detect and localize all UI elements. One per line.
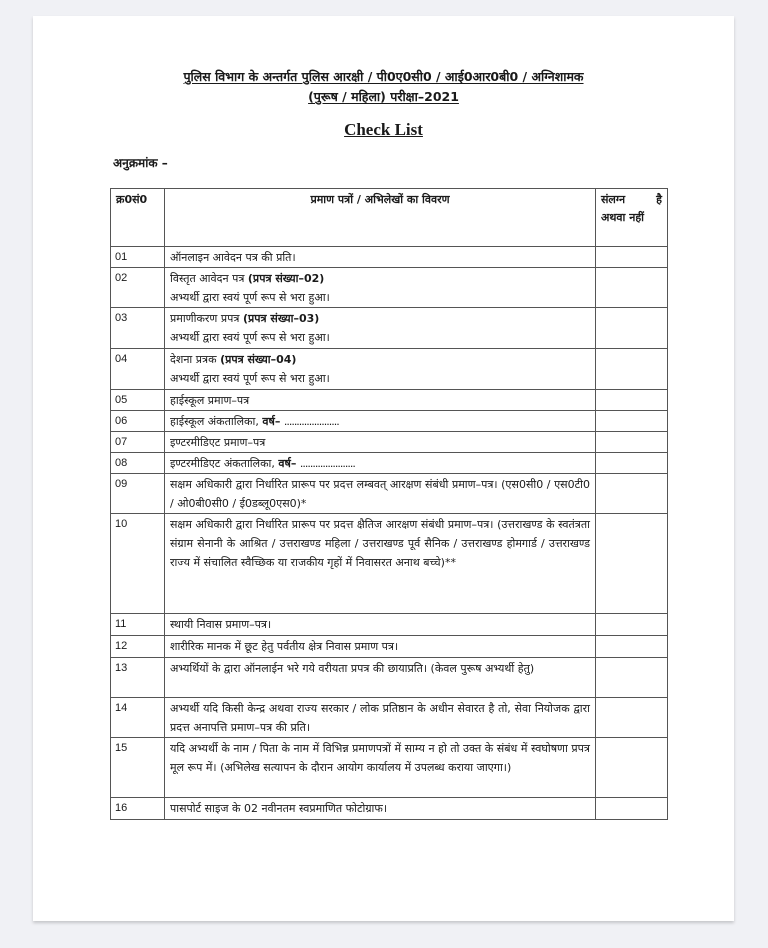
checklist-table [110,188,668,820]
row-attached-cell[interactable] [596,658,668,698]
row-text: देशना प्रत्रक [170,353,217,366]
row-description [165,614,596,636]
row-text: ऑनलाइन आवेदन पत्र की प्रति। [170,251,296,264]
document-page [33,16,734,921]
row-attached-cell[interactable] [596,738,668,798]
row-text: विस्तृत आवेदन पत्र [170,272,245,285]
row-serial: 09 [111,474,165,514]
row-description [165,658,596,698]
row-bold-text: वर्ष– [262,415,281,428]
row-description [165,636,596,658]
table-row [111,698,668,738]
row-text: अभ्यर्थी यदि किसी केन्द्र अथवा राज्य सरकार / लोक प्रतिष्ठान के अधीन सेवारत है तो, सेवा नियोजक द्वारा प्रदत्त अनापत्ति प्रमाण–पत्र की प्रति। [170,702,590,734]
row-text: इण्टरमीडिएट प्रमाण–पत्र [170,436,266,449]
row-subtext: अभ्यर्थी द्वारा स्वयं पूर्ण रूप से भरा हुआ। [170,372,330,385]
row-attached-cell[interactable] [596,614,668,636]
row-description [165,453,596,474]
row-bold-text: (प्रपत्र संख्या–02) [247,272,325,285]
row-text: सक्षम अधिकारी द्वारा निर्धारित प्रारूप पर प्रदत्त लम्बवत् आरक्षण संबंधी प्रमाण–पत्र। (एस0सी0 / एस0टी0 / ओ0बी0सी0 / ई0डब्लू0एस0)* [170,478,590,510]
header-description: प्रमाण पत्रों / अभिलेखों का विवरण [165,189,596,247]
header-serial: क्र0सं0 [111,189,165,247]
row-bold-text: वर्ष– [278,457,297,470]
row-attached-cell[interactable] [596,636,668,658]
row-serial: 14 [111,698,165,738]
row-attached-cell[interactable] [596,411,668,432]
row-text: हाईस्कूल प्रमाण–पत्र [170,394,250,407]
row-text: इण्टरमीडिएट अंकतालिका, [170,457,275,470]
table-header-row [111,189,668,247]
row-serial: 10 [111,514,165,614]
row-text: अभ्यर्थियों के द्वारा ऑनलाईन भरे गये वरीयता प्रपत्र की छायाप्रति। (केवल पुरूष अभ्यर्थी हेतु) [170,662,535,675]
table-row [111,514,668,614]
row-description [165,474,596,514]
document-title-line-2 [33,89,734,105]
row-attached-cell[interactable] [596,698,668,738]
row-text: सक्षम अधिकारी द्वारा निर्धारित प्रारूप पर प्रदत्त क्षैतिज आरक्षण संबंधी प्रमाण–पत्र। (उत्तराखण्ड के स्वतंत्रता संग्राम सेनानी के आश्रित / उत्तराखण्ड महिला / उत्तराखण्ड पूर्व सैनिक / उत्तराखण्ड होमगार्ड / उत्तराखण्ड राज्य में संचालित स्वैच्छिक या राजकीय गृहों में निवासरत अनाथ बच्चे)** [170,518,590,569]
table-row [111,738,668,798]
row-attached-cell[interactable] [596,453,668,474]
header-attached: संलग्न है अथवा नहीं [596,189,668,247]
table-row [111,636,668,658]
row-description [165,349,596,390]
row-description [165,514,596,614]
row-description [165,698,596,738]
row-serial: 11 [111,614,165,636]
table-row [111,432,668,453]
row-serial: 13 [111,658,165,698]
row-description [165,247,596,268]
row-serial: 15 [111,738,165,798]
row-attached-cell[interactable] [596,514,668,614]
row-attached-cell[interactable] [596,474,668,514]
table-row [111,453,668,474]
row-bold-text: (प्रपत्र संख्या–03) [242,312,320,325]
row-attached-cell[interactable] [596,268,668,308]
row-attached-cell[interactable] [596,308,668,349]
row-serial: 05 [111,390,165,411]
title-line-1-text: पुलिस विभाग के अन्तर्गत पुलिस आरक्षी / पी0ए0सी0 / आई0आर0बी0 / अग्निशामक [183,69,584,84]
row-attached-cell[interactable] [596,247,668,268]
table-row [111,247,668,268]
table-row [111,268,668,308]
row-serial: 03 [111,308,165,349]
row-serial: 16 [111,798,165,820]
row-description [165,738,596,798]
row-description [165,268,596,308]
checklist-heading [33,120,734,140]
table-row [111,390,668,411]
table-row [111,308,668,349]
row-text: स्थायी निवास प्रमाण–पत्र। [170,618,272,631]
row-text: प्रमाणीकरण प्रपत्र [170,312,240,325]
title-line-2-text: (पुरूष / महिला) परीक्षा–2021 [308,89,459,104]
row-attached-cell[interactable] [596,432,668,453]
row-description [165,411,596,432]
row-subtext: अभ्यर्थी द्वारा स्वयं पूर्ण रूप से भरा हुआ। [170,291,330,304]
table-row [111,658,668,698]
row-serial: 02 [111,268,165,308]
row-description [165,308,596,349]
row-text: पासपोर्ट साइज के 02 नवीनतम स्वप्रमाणित फोटोग्राफ। [170,802,388,815]
row-bold-text: (प्रपत्र संख्या–04) [220,353,297,366]
document-title-line-1 [33,69,734,85]
table-row [111,474,668,514]
row-description [165,798,596,820]
row-serial: 07 [111,432,165,453]
row-attached-cell[interactable] [596,390,668,411]
row-serial: 12 [111,636,165,658]
row-text: हाईस्कूल अंकतालिका, [170,415,259,428]
year-blank-field[interactable]: ...................... [283,415,339,428]
table-row [111,798,668,820]
table-row [111,411,668,432]
row-text: शारीरिक मानक में छूट हेतु पर्वतीय क्षेत्र निवास प्रमाण पत्र। [170,640,399,653]
row-description [165,432,596,453]
row-attached-cell[interactable] [596,798,668,820]
row-serial: 01 [111,247,165,268]
row-description [165,390,596,411]
table-row [111,614,668,636]
row-attached-cell[interactable] [596,349,668,390]
row-serial: 06 [111,411,165,432]
year-blank-field[interactable]: ...................... [299,457,355,470]
table-row [111,349,668,390]
row-serial: 04 [111,349,165,390]
row-serial: 08 [111,453,165,474]
row-text: यदि अभ्यर्थी के नाम / पिता के नाम में विभिन्न प्रमाणपत्रों में साम्य न हो तो उक्त के संबंध में स्वघोषणा प्रपत्र मूल रूप में। (अभिलेख सत्यापन के दौरान आयोग कार्यालय में उपलब्ध कराया जाएगा।) [170,742,590,774]
row-subtext: अभ्यर्थी द्वारा स्वयं पूर्ण रूप से भरा हुआ। [170,331,330,344]
roll-number-label: अनुक्रमांक – [113,156,168,170]
checklist-heading-text: Check List [344,120,423,139]
